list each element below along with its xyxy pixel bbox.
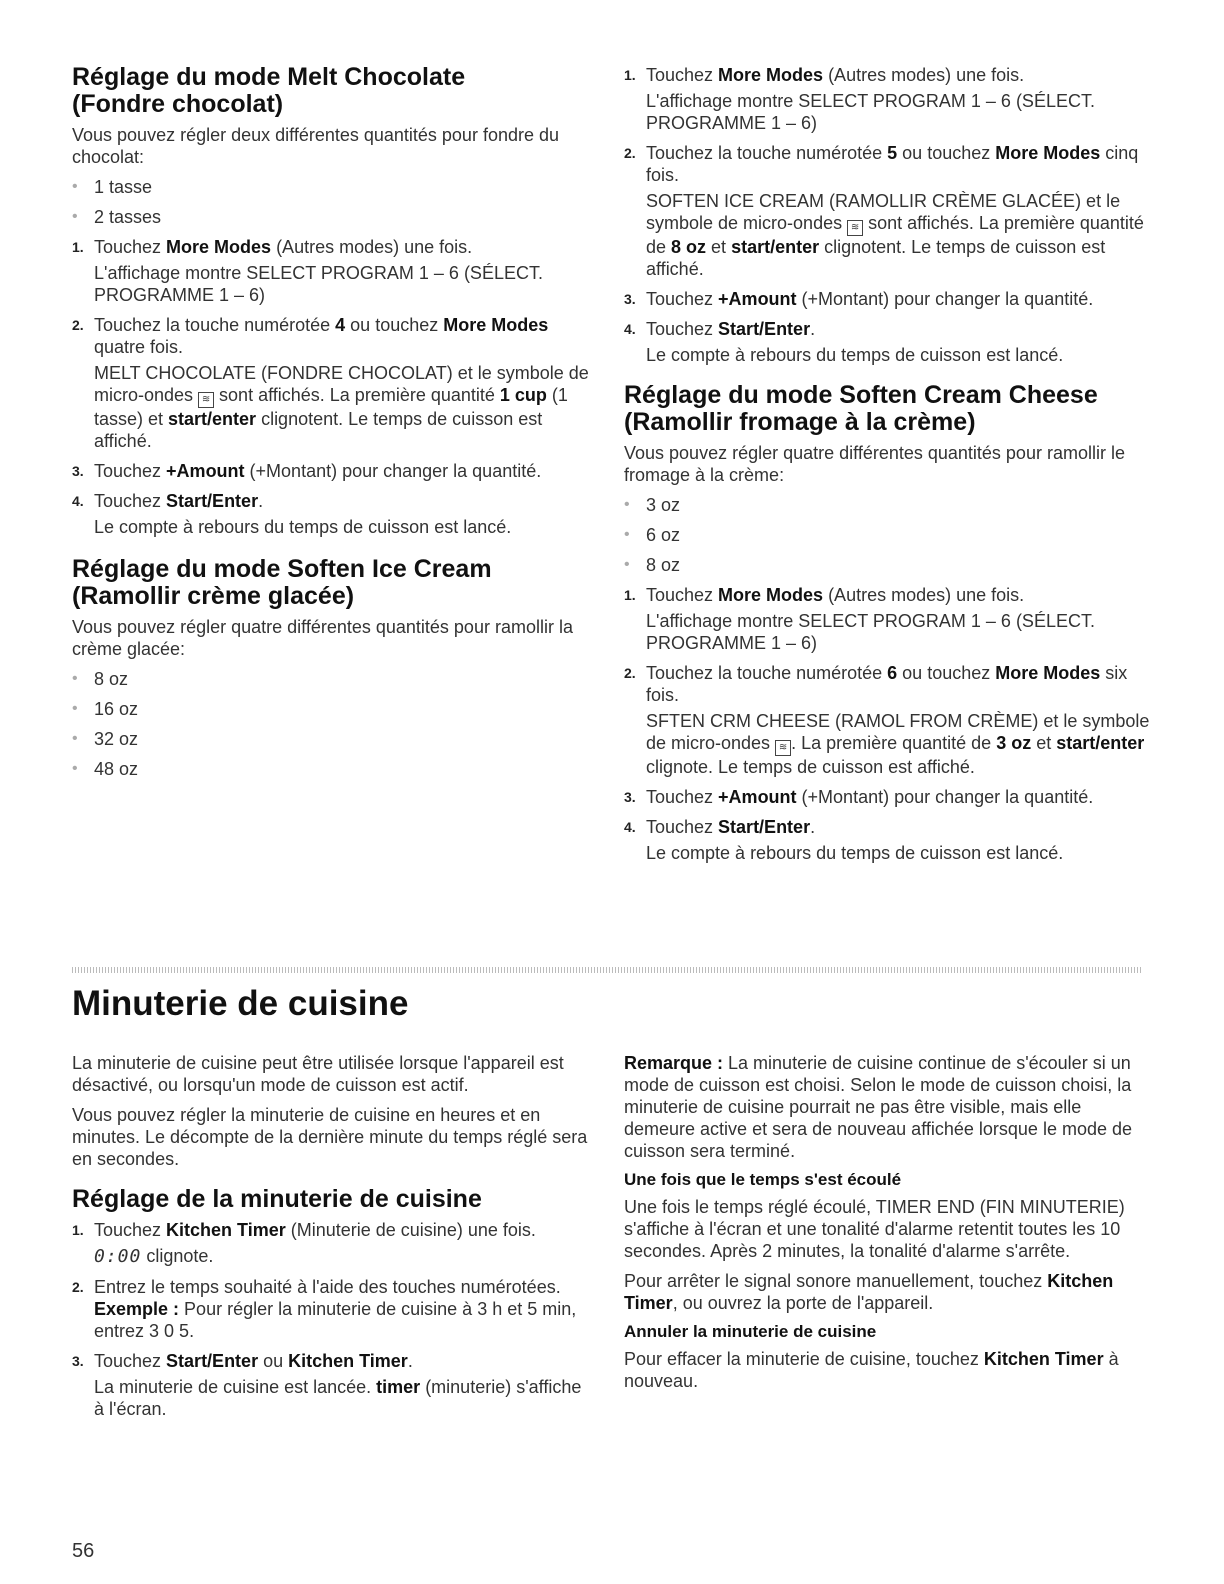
list-item: • 32 oz (72, 728, 592, 750)
cream-cheese-title: Réglage du mode Soften Cream Cheese (Ramollir fromage à la crème) (624, 381, 1098, 436)
ice-cream-steps-and-cheese-section (624, 64, 1154, 872)
microwave-icon: ≋ (198, 392, 214, 408)
ice-cream-title: Réglage du mode Soften Ice Cream (Ramollir crème glacée) (72, 555, 492, 610)
list-item: • 48 oz (72, 758, 592, 780)
ice-cream-intro: Vous pouvez régler quatre différentes quantités pour ramollir la crème glacée: (72, 617, 573, 659)
timer-setting-title: Réglage de la minuterie de cuisine (72, 1185, 482, 1213)
list-item: • 1 tasse (72, 176, 592, 198)
page-number: 56 (72, 1540, 95, 1562)
timer-intro-1: La minuterie de cuisine peut être utilisée lorsque l'appareil est désactivé, ou lorsqu'un mode de cuisson est actif. (72, 1053, 564, 1095)
kitchen-timer-title: Minuterie de cuisine (72, 984, 409, 1023)
step: 3. Touchez Start/Enter ou Kitchen Timer. La minuterie de cuisine est lancée. timer (minuterie) s'affiche à l'écran. (72, 1351, 582, 1419)
step: 4. Touchez Start/Enter. Le compte à rebours du temps de cuisson est lancé. (624, 817, 1064, 863)
step: 2. Touchez la touche numérotée 5 ou touchez More Modes cinq fois. SOFTEN ICE CREAM (RAMOLLIR CRÈME GLACÉE) et le symbole de micro-ondes ≋ sont affichés. La première quantité de 8 oz et start/enter clignotent. Le temps de cuisson est affiché. (624, 143, 1144, 279)
step: 4. Touchez Start/Enter. Le compte à rebours du temps de cuisson est lancé. (624, 319, 1064, 365)
step: 3. Touchez +Amount (+Montant) pour changer la quantité. (624, 289, 1094, 309)
step: 2. Touchez la touche numérotée 6 ou touchez More Modes six fois. SFTEN CRM CHEESE (RAMOL FROM CRÈME) et le symbole de micro-ondes ≋ . La première quantité de 3 oz et start/enter clignote. Le temps de cuisson est affiché. (624, 663, 1150, 777)
step: 3. Touchez +Amount (+Montant) pour changer la quantité. (72, 461, 542, 481)
timer-note: Remarque : La minuterie de cuisine continue de s'écouler si un mode de cuisson est choisi. Selon le mode de cuisson choisi, la minuterie de cuisine pourrait ne pas être visible, mais elle demeure active et sera de nouveau affichée lorsque le mode de cuisson sera terminé. (624, 1053, 1132, 1161)
step: 1. Touchez More Modes (Autres modes) une fois. L'affichage montre SELECT PROGRAM 1 – 6 (SÉLECT. PROGRAMME 1 – 6) (624, 65, 1095, 133)
timer-elapsed-title: Une fois que le temps s'est écoulé (624, 1170, 902, 1189)
step: 2. Touchez la touche numérotée 4 ou touchez More Modes quatre fois. MELT CHOCOLATE (FONDRE CHOCOLAT) et le symbole de micro-ondes ≋ sont affichés. La première quantité 1 cup (1 tasse) et start/enter clignotent. Le temps de cuisson est affiché. (72, 315, 589, 451)
kitchen-timer-left (72, 1052, 592, 1428)
step: 1. Touchez More Modes (Autres modes) une fois. L'affichage montre SELECT PROGRAM 1 – 6 (SÉLECT. PROGRAMME 1 – 6) (624, 585, 1095, 653)
list-item: • 8 oz (624, 554, 1154, 576)
timer-cancel-title: Annuler la minuterie de cuisine (624, 1322, 877, 1341)
step: 3. Touchez +Amount (+Montant) pour changer la quantité. (624, 787, 1094, 807)
cream-cheese-intro: Vous pouvez régler quatre différentes quantités pour ramollir le fromage à la crème: (624, 443, 1125, 485)
section-divider (72, 967, 1142, 973)
melt-steps (72, 236, 592, 538)
ice-cream-steps (624, 64, 1154, 366)
list-item: • 3 oz (624, 494, 1154, 516)
microwave-icon: ≋ (775, 740, 791, 756)
microwave-icon: ≋ (847, 220, 863, 236)
list-item: • 6 oz (624, 524, 1154, 546)
list-item: • 8 oz (72, 668, 592, 690)
melt-title: Réglage du mode Melt Chocolate (Fondre chocolat) (72, 63, 466, 118)
cream-cheese-steps (624, 584, 1154, 864)
timer-stop-text: Pour arrêter le signal sonore manuellement, touchez Kitchen Timer, ou ouvrez la porte de l'appareil. (624, 1271, 1114, 1313)
timer-steps (72, 1219, 592, 1420)
step: 4. Touchez Start/Enter. Le compte à rebours du temps de cuisson est lancé. (72, 491, 512, 537)
ice-cream-quantity-list (72, 668, 592, 780)
timer-elapsed-text: Une fois le temps réglé écoulé, TIMER END (FIN MINUTERIE) s'affiche à l'écran et une tonalité d'alarme retentit toutes les 10 secondes. Après 2 minutes, la tonalité d'alarme s'arrête. (624, 1197, 1125, 1261)
timer-cancel-text: Pour effacer la minuterie de cuisine, touchez Kitchen Timer à nouveau. (624, 1349, 1119, 1391)
cream-cheese-quantity-list (624, 494, 1154, 576)
step: 1. Touchez Kitchen Timer (Minuterie de cuisine) une fois. 0:00 clignote. (72, 1220, 536, 1267)
step: 2. Entrez le temps souhaité à l'aide des touches numérotées. Exemple : Pour régler la minuterie de cuisine à 3 h et 5 min, entrez 3 0 5. (72, 1277, 577, 1341)
melt-chocolate-section (72, 64, 592, 788)
melt-quantity-list (72, 176, 592, 228)
timer-intro-2: Vous pouvez régler la minuterie de cuisine en heures et en minutes. Le décompte de la dernière minute du temps réglé sera en secondes. (72, 1105, 588, 1169)
melt-intro: Vous pouvez régler deux différentes quantités pour fondre du chocolat: (72, 125, 560, 167)
list-item: • 2 tasses (72, 206, 592, 228)
step: 1. Touchez More Modes (Autres modes) une fois. L'affichage montre SELECT PROGRAM 1 – 6 (SÉLECT. PROGRAMME 1 – 6) (72, 237, 543, 305)
timer-display: 0:00 (94, 1246, 142, 1267)
list-item: • 16 oz (72, 698, 592, 720)
kitchen-timer-right (624, 1052, 1154, 1400)
